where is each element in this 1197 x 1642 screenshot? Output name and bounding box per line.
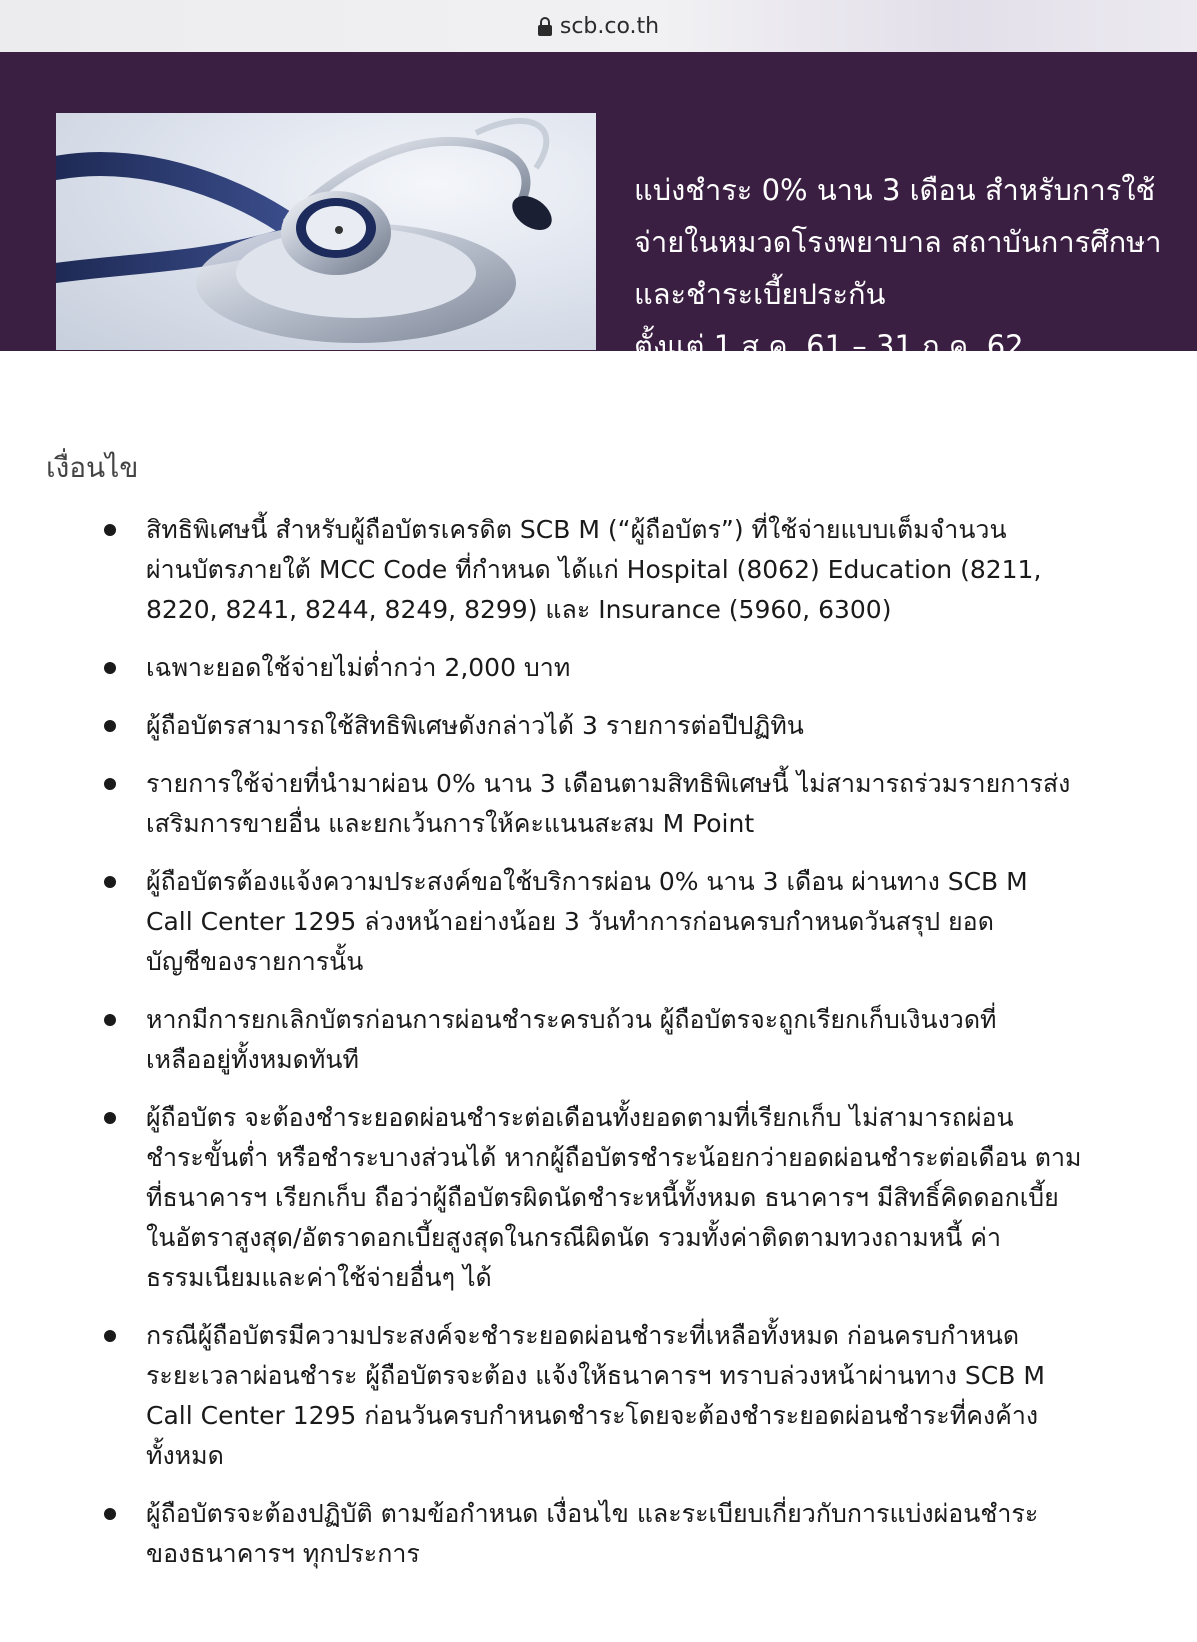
bullet-icon [104, 778, 116, 790]
lock-icon [538, 17, 552, 35]
bullet-icon [104, 1112, 116, 1124]
promo-headline [634, 164, 1174, 372]
url-text: scb.co.th [559, 13, 660, 39]
stethoscope-image [56, 113, 596, 350]
condition-item: ผู้ถือบัตรจะต้องปฏิบัติ ตามข้อกำหนด เงื่อนไข และระเบียบเกี่ยวกับการแบ่งผ่อนชำระ ของธนาคารฯ ทุกประการ [104, 1494, 1104, 1574]
condition-item: หากมีการยกเลิกบัตรก่อนการผ่อนชำระครบถ้วน ผู้ถือบัตรจะถูกเรียกเก็บเงินงวดที่ เหลืออยู่ทั้งหมดทันที [104, 1000, 1104, 1080]
address-bar[interactable] [0, 0, 1197, 52]
bullet-icon [104, 1330, 116, 1342]
condition-item: ผู้ถือบัตรต้องแจ้งความประสงค์ขอใช้บริการผ่อน 0% นาน 3 เดือน ผ่านทาง SCB M Call Center 1295 ล่วงหน้าอย่างน้อย 3 วันทำการก่อนครบกำหนดวันสรุป ยอด บัญชีของรายการนั้น [104, 862, 1104, 982]
conditions-list [104, 510, 1104, 1592]
promo-date-range: ตั้งแต่ 1 ส.ค. 61 – 31 ก.ค. 62 [634, 329, 1024, 363]
bullet-icon [104, 876, 116, 888]
bullet-icon [104, 720, 116, 732]
promo-line-1: แบ่งชำระ 0% นาน 3 เดือน สำหรับการใช้ [634, 173, 1156, 207]
condition-item: ผู้ถือบัตรสามารถใช้สิทธิพิเศษดังกล่าวได้ 3 รายการต่อปีปฏิทิน [104, 706, 1104, 746]
promo-line-3: และชำระเบี้ยประกัน [634, 277, 886, 311]
bullet-icon [104, 1508, 116, 1520]
bullet-icon [104, 662, 116, 674]
promo-banner [0, 52, 1197, 363]
condition-item: เฉพาะยอดใช้จ่ายไม่ต่ำกว่า 2,000 บาท [104, 648, 1104, 688]
bullet-icon [104, 524, 116, 536]
condition-item: รายการใช้จ่ายที่นำมาผ่อน 0% นาน 3 เดือนตามสิทธิพิเศษนี้ ไม่สามารถร่วมรายการส่ง เสริมการขายอื่น และยกเว้นการให้คะแนนสะสม M Point [104, 764, 1104, 844]
conditions-heading: เงื่อนไข [46, 451, 139, 484]
condition-item: ผู้ถือบัตร จะต้องชำระยอดผ่อนชำระต่อเดือนทั้งยอดตามที่เรียกเก็บ ไม่สามารถผ่อน ชำระขั้นต่ำ หรือชำระบางส่วนได้ หากผู้ถือบัตรชำระน้อยกว่ายอดผ่อนชำระต่อเดือน ตาม ที่ธนาคารฯ เรียกเก็บ ถือว่าผู้ถือบัตรผิดนัดชำระหนี้ทั้งหมด ธนาคารฯ มีสิทธิ์คิดดอกเบี้ย ในอัตราสูงสุด/อัตราดอกเบี้ยสูงสุดในกรณีผิดนัด รวมทั้งค่าติดตามทวงถามหนี้ ค่า ธรรมเนียมและค่าใช้จ่ายอื่นๆ ได้ [104, 1098, 1104, 1298]
bullet-icon [104, 1014, 116, 1026]
promo-line-2: จ่ายในหมวดโรงพยาบาล สถาบันการศึกษา [634, 225, 1162, 259]
condition-item: สิทธิพิเศษนี้ สำหรับผู้ถือบัตรเครดิต SCB M (“ผู้ถือบัตร”) ที่ใช้จ่ายแบบเต็มจำนวน ผ่านบัตรภายใต้ MCC Code ที่กำหนด ได้แก่ Hospital (8062) Education (8211, 8220, 8241, 8244, 8249, 8299) และ Insurance (5960, 6300) [104, 510, 1104, 630]
condition-item: กรณีผู้ถือบัตรมีความประสงค์จะชำระยอดผ่อนชำระที่เหลือทั้งหมด ก่อนครบกำหนด ระยะเวลาผ่อนชำระ ผู้ถือบัตรจะต้อง แจ้งให้ธนาคารฯ ทราบล่วงหน้าผ่านทาง SCB M Call Center 1295 ก่อนวันครบกำหนดชำระโดยจะต้องชำระยอดผ่อนชำระที่คงค้าง ทั้งหมด [104, 1316, 1104, 1476]
